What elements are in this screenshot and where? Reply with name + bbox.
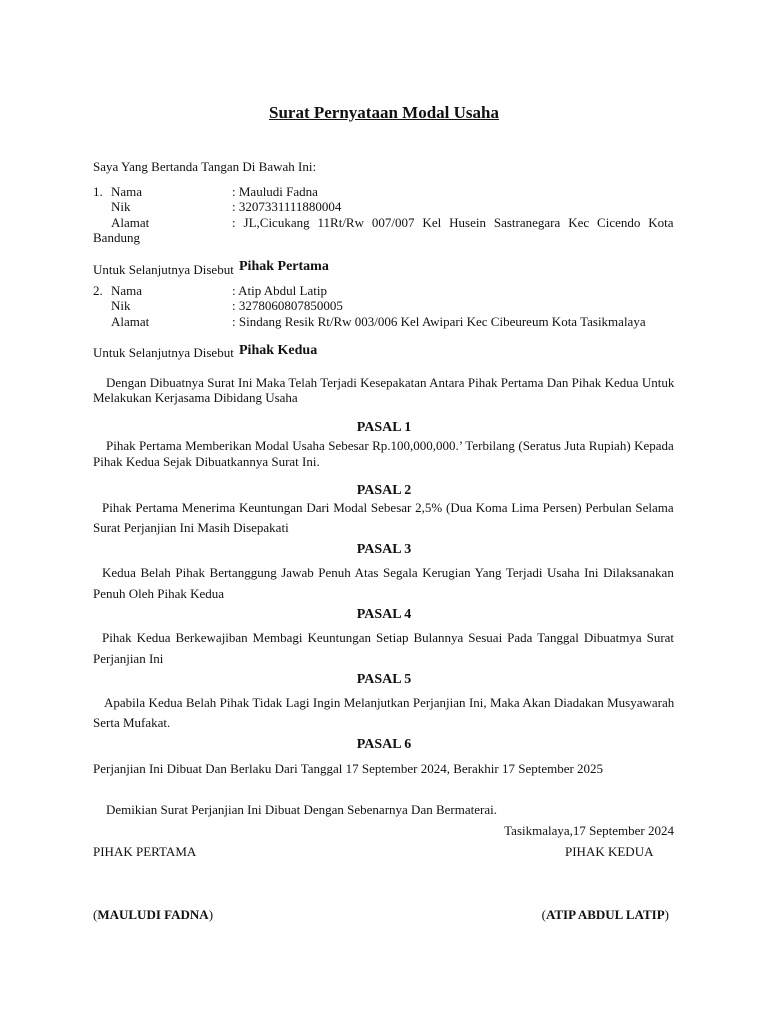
party-one-address-value: : JL,Cicukang 11Rt/Rw 007/007 Kel Husein Sastranegara Kec Cicendo Kota bbox=[232, 215, 674, 230]
first-party-signatory bbox=[93, 907, 213, 923]
pasal-1-line-2: Pihak Kedua Sejak Dibuatkannya Surat Ini. bbox=[93, 454, 320, 469]
open-paren: ( bbox=[93, 907, 98, 922]
agreement-line-2: Melakukan Kerjasama Dibidang Usaha bbox=[93, 390, 298, 405]
party-one-address-label: Alamat bbox=[111, 215, 150, 230]
pasal-4-heading: PASAL 4 bbox=[356, 607, 412, 622]
intro-text: Saya Yang Bertanda Tangan Di Bawah Ini: bbox=[93, 159, 317, 174]
party-two-nik-label: Nik bbox=[111, 298, 131, 313]
first-party-signatory-name: MAULUDI FADNA bbox=[97, 907, 209, 922]
close-paren: ) bbox=[208, 907, 214, 922]
party-one-nik-label: Nik bbox=[111, 199, 131, 214]
party-two-name-value: : Atip Abdul Latip bbox=[232, 283, 327, 298]
party-two-designation: Pihak Kedua bbox=[239, 343, 318, 358]
pasal-4-line-2: Perjanjian Ini bbox=[93, 651, 164, 666]
closing-statement: Demikian Surat Perjanjian Ini Dibuat Dengan Sebenarnya Dan Bermaterai. bbox=[106, 802, 497, 817]
party-one-address-continued: Bandung bbox=[93, 230, 140, 245]
pasal-6-line-1: Perjanjian Ini Dibuat Dan Berlaku Dari Tanggal 17 September 2024, Berakhir 17 September 2025 bbox=[93, 761, 604, 776]
pasal-4-line-1: Pihak Kedua Berkewajiban Membagi Keuntungan Setiap Bulannya Sesuai Pada Tanggal Dibuatmya Surat bbox=[102, 630, 675, 645]
document-title: Surat Pernyataan Modal Usaha bbox=[269, 103, 499, 122]
close-paren: ) bbox=[664, 907, 669, 922]
party-one-nik-value: : 3207331111880004 bbox=[232, 199, 342, 214]
pasal-5-heading: PASAL 5 bbox=[356, 672, 412, 687]
pasal-2-heading: PASAL 2 bbox=[356, 483, 412, 498]
pasal-2-line-1: Pihak Pertama Menerima Keuntungan Dari Modal Sebesar 2,5% (Dua Koma Lima Persen) Perbulan Selama bbox=[102, 500, 674, 515]
party-one-name-value: : Mauludi Fadna bbox=[232, 184, 318, 199]
pasal-6-heading: PASAL 6 bbox=[356, 737, 412, 752]
pasal-5-line-2: Serta Mufakat. bbox=[93, 715, 171, 730]
place-and-date: Tasikmalaya,17 September 2024 bbox=[504, 823, 674, 838]
pasal-5-line-1: Apabila Kedua Belah Pihak Tidak Lagi Ingin Melanjutkan Perjanjian Ini, Maka Akan Diadakan Musyawarah bbox=[104, 695, 675, 710]
pasal-3-heading: PASAL 3 bbox=[356, 542, 412, 557]
pasal-1-line-1: Pihak Pertama Memberikan Modal Usaha Sebesar Rp.100,000,000.’ Terbilang (Seratus Juta Rupiah) Kepada bbox=[106, 438, 674, 453]
agreement-line-1: Dengan Dibuatnya Surat Ini Maka Telah Terjadi Kesepakatan Antara Pihak Pertama Dan Pihak Kedua Untuk bbox=[106, 375, 675, 390]
pasal-3-line-1: Kedua Belah Pihak Bertanggung Jawab Penuh Atas Segala Kerugian Yang Terjadi Usaha Ini Dilaksanakan bbox=[102, 565, 674, 580]
pasal-2-line-2: Surat Perjanjian Ini Masih Disepakati bbox=[93, 520, 289, 535]
party-two-address-value: : Sindang Resik Rt/Rw 003/006 Kel Awipari Kec Cibeureum Kota Tasikmalaya bbox=[232, 314, 646, 329]
party-two-address-label: Alamat bbox=[111, 314, 150, 329]
party-two-designation-prefix: Untuk Selanjutnya Disebut bbox=[93, 345, 234, 360]
open-paren: ( bbox=[541, 907, 546, 922]
party-two-number: 2. bbox=[93, 283, 103, 298]
first-party-signature-label: PIHAK PERTAMA bbox=[93, 844, 197, 859]
second-party-signatory-name: ATIP ABDUL LATIP bbox=[545, 907, 665, 922]
second-party-signatory bbox=[542, 907, 669, 923]
pasal-1-heading: PASAL 1 bbox=[356, 420, 412, 435]
party-two-nik-value: : 3278060807850005 bbox=[232, 298, 343, 313]
party-one-name-label: Nama bbox=[111, 184, 143, 199]
party-one-designation: Pihak Pertama bbox=[239, 259, 329, 274]
pasal-3-line-2: Penuh Oleh Pihak Kedua bbox=[93, 586, 225, 601]
party-one-number: 1. bbox=[93, 184, 103, 199]
party-one-designation-prefix: Untuk Selanjutnya Disebut bbox=[93, 262, 234, 277]
second-party-signature-label: PIHAK KEDUA bbox=[565, 844, 654, 859]
party-two-name-label: Nama bbox=[111, 283, 143, 298]
